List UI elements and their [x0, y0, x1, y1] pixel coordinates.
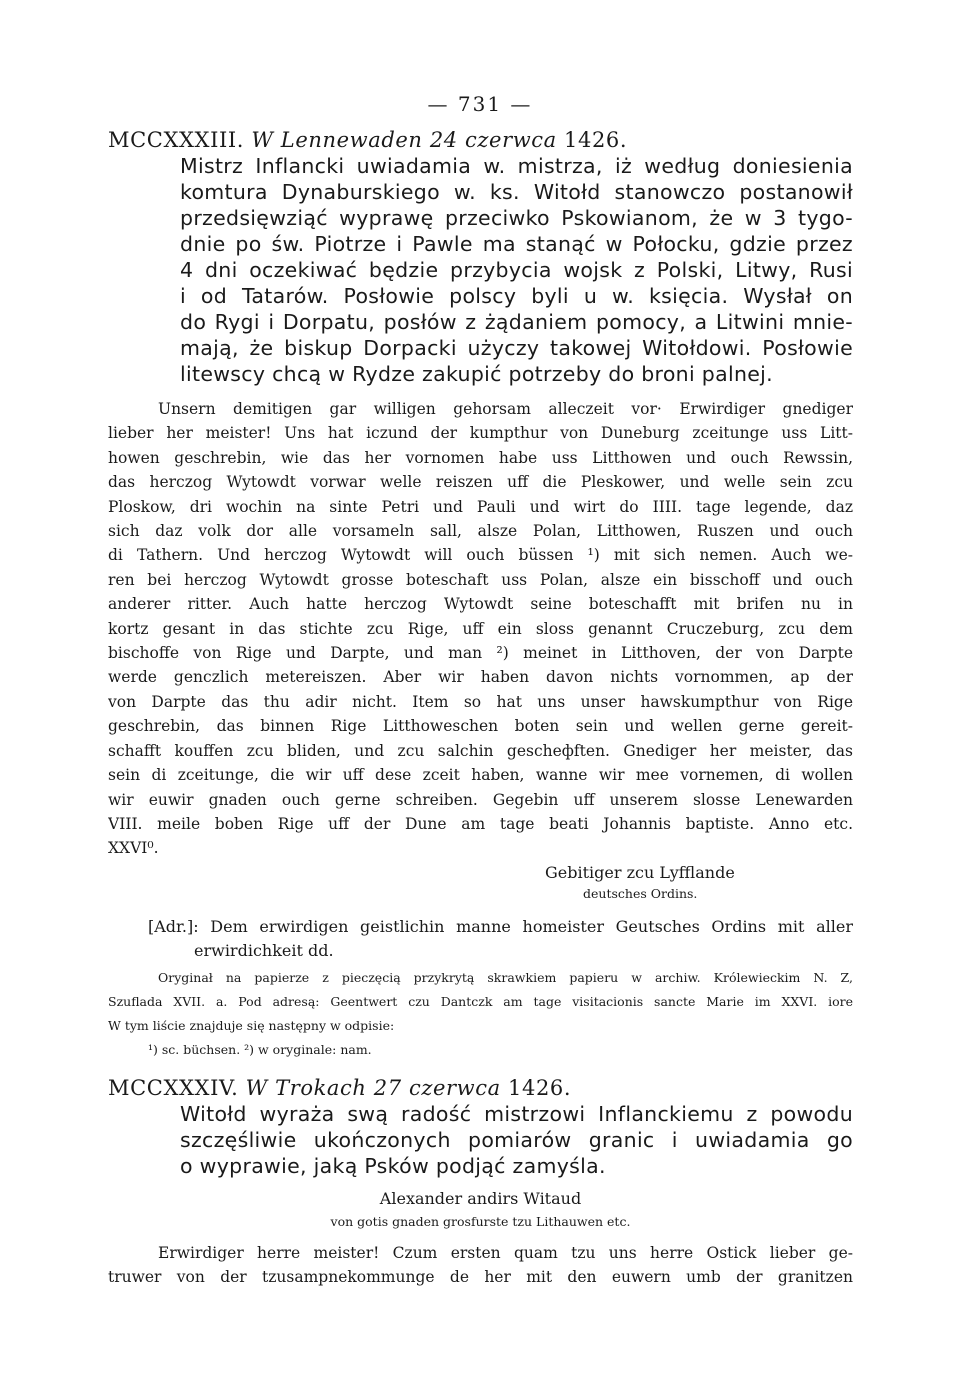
doc2-sender: Alexander andirs Witaud	[379, 1189, 582, 1208]
text-line: VIII. meile boben Rige uff der Dune am tage beati Johannis baptiste. Anno etc.	[108, 814, 853, 833]
doc2-sender-sub: von gotis gnaden grosfurste tzu Lithauwen etc.	[330, 1214, 631, 1229]
text-line: Erwirdiger herre meister! Czum ersten quam tzu uns herre Ostick lieber ge-	[158, 1244, 853, 1262]
text-line: lieber her meister! Uns hat iczund der kumpthur von Duneburg zceitunge uss Litt-	[108, 424, 853, 443]
doc2-heading-place: W Trokach 27 czerwca	[245, 1076, 501, 1100]
doc2-heading-year: 1426.	[508, 1076, 572, 1100]
text-line: howen geschrebin, wie das her vornomen habe uss Litthowen und ouch Rewssin,	[108, 448, 853, 467]
text-line: XXVI⁰.	[108, 839, 159, 858]
doc2-text	[108, 1241, 853, 1290]
summary-line: szczęśliwie ukończonych pomiarów granic i uwiadamia go	[180, 1128, 853, 1152]
address-line: erwirdichkeit dd.	[194, 941, 334, 960]
doc1-summary	[180, 153, 853, 387]
text-line: truwer von der tzusampnekommunge de her mit den euwern umb der granitzen	[108, 1268, 853, 1287]
doc1-signature: Gebitiger zcu Lyfflande	[545, 863, 735, 882]
note-line: Oryginał na papierze z pieczęcią przykrytą skrawkiem papieru w archiw. Królewieckim N. Z,	[158, 970, 853, 985]
summary-line: Witołd wyraża swą radość mistrzowi Inflanckiemu z powodu	[180, 1102, 853, 1126]
doc1-signature-sub: deutsches Ordins.	[583, 886, 698, 901]
text-line: schafft kouffen zcu bliden, und zcu salchin gescheфften. Gnediger her meister, das	[108, 741, 853, 760]
text-line: sein di zceitunge, die wir uff dese zceit haben, wanne wir mee vornemen, di wollen	[108, 766, 853, 785]
doc1-text	[108, 397, 853, 861]
text-line: geschrebin, das binnen Rige Litthoweschen boten sein und wellen gerne gereit-	[108, 717, 853, 736]
text-line: Unsern demitigen gar willigen gehorsam alleczeit vor· Erwirdiger gnediger	[158, 400, 853, 418]
summary-line: o wyprawie, jaką Psków podjąć zamyśla.	[180, 1154, 606, 1178]
summary-line: litewscy chcą w Rydze zakupić potrzeby do broni palnej.	[180, 362, 773, 386]
note-line: W tym liście znajduje się następny w odpisie:	[108, 1018, 395, 1033]
summary-line: 4 dni oczekiwać będzie przybycia wojsk z Polski, Litwy, Rusi	[180, 258, 853, 282]
summary-line: komtura Dynaburskiego w. ks. Witołd stanowczo postanowił	[180, 180, 853, 204]
text-line: di Tathern. Und herczog Wytowdt will ouch büssen ¹) mit sich nemen. Auch we-	[108, 546, 853, 565]
text-line: werde genczlich metereiszen. Aber wir haben davon nichts vornommen, ap der	[108, 668, 853, 687]
doc1-heading-place: W Lennewaden 24 czerwca	[251, 128, 557, 152]
footnote-line: ¹) sc. büchsen. ²) w oryginale: nam.	[148, 1042, 372, 1057]
note-line: Szuflada XVII. a. Pod adresą: Geentwert czu Dantczk am tage visitacionis sancte Marie im XXVI. iore	[108, 994, 853, 1009]
doc2-heading-number: MCCXXXIV.	[108, 1076, 239, 1100]
address-line: [Adr.]: Dem erwirdigen geistlichin manne homeister Geutsches Ordins mit aller	[148, 917, 853, 936]
text-line: von Darpte das thu adir nicht. Item so hat uns unser hawskumpthur von Rige	[108, 692, 853, 711]
doc1-heading-year: 1426.	[564, 128, 628, 152]
summary-line: do Rygi i Dorpatu, posłów z żądaniem pomocy, a Litwini mnie-	[180, 310, 853, 334]
doc2-summary	[180, 1101, 853, 1179]
doc1-heading-number: MCCXXXIII.	[108, 128, 245, 152]
doc1-heading	[108, 127, 853, 153]
doc1-address	[148, 915, 853, 963]
summary-line: dnie po św. Piotrze i Pawle ma stanąć w Połocku, gdzie przez	[180, 232, 853, 256]
text-line: anderer ritter. Auch hatte herczog Wytowdt seine boteschafft mit brifen nu in	[108, 595, 853, 614]
summary-line: Mistrz Inflancki uwiadamia w. mistrza, iż według doniesienia	[180, 154, 853, 178]
text-line: das herczog Wytowdt vorwar welle reiszen uff die Pleskower, und welle sein zcu	[108, 473, 853, 492]
text-line: kortz gesant in das stichte zcu Rige, uff ein sloss genannt Cruczeburg, zcu dem	[108, 619, 853, 638]
summary-line: przedsięwziąć wyprawę przeciwko Pskowianom, że w 3 tygo-	[180, 206, 853, 230]
text-line: bischoffe von Rige und Darpte, und man ²) meinet in Litthoven, der von Darpte	[108, 644, 853, 663]
doc1-notes	[108, 966, 853, 1062]
text-line: ren bei herczog Wytowdt grosse boteschaft uss Polan, alsze ein bisschoff und ouch	[108, 570, 853, 589]
text-line: Ploskow, dri wochin na sinte Petri und Pauli und wirt do IIII. tage legende, daz	[108, 497, 853, 516]
text-line: sich daz volk dor alle vorsameln sall, alsze Polan, Litthowen, Ruszen und ouch	[108, 522, 853, 541]
summary-line: i od Tatarów. Posłowie polscy byli u w. księcia. Wysłał on	[180, 284, 853, 308]
summary-line: mają, że biskup Dorpacki użyczy takowej Witołdowi. Posłowie	[180, 336, 853, 360]
text-line: wir euwir gnaden ouch gerne schreiben. Gegebin uff unserem slosse Lenewarden	[108, 790, 853, 809]
page-number: — 731 —	[427, 92, 533, 116]
doc2-heading	[108, 1075, 853, 1101]
